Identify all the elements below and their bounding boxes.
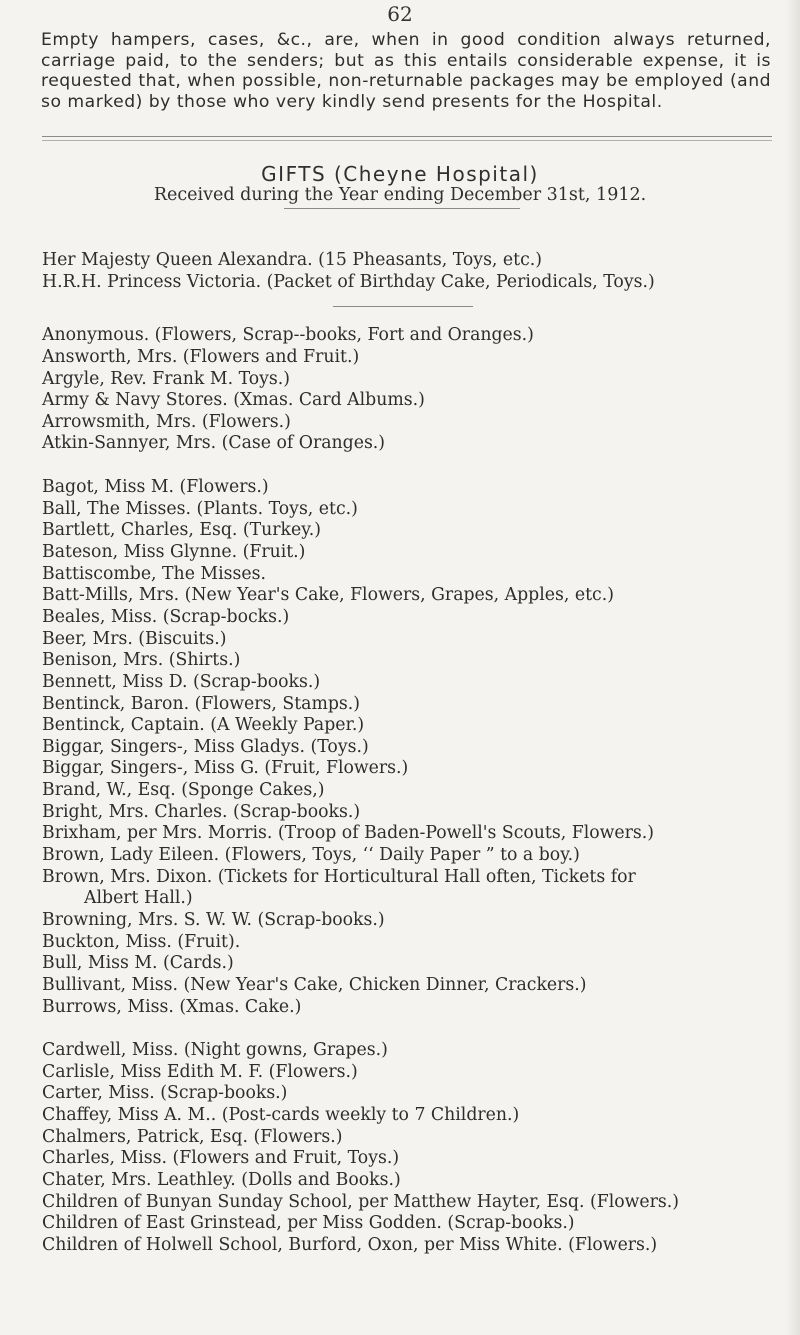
gift-entry: Bright, Mrs. Charles. (Scrap-books.) [42, 801, 361, 822]
gift-entry: Batt-Mills, Mrs. (New Year's Cake, Flowers, Grapes, Apples, etc.) [42, 585, 614, 606]
page-number: 62 [387, 2, 413, 26]
gift-entry: Bateson, Miss Glynne. (Fruit.) [42, 542, 306, 563]
gift-entry: Children of Bunyan Sunday School, per Matthew Hayter, Esq. (Flowers.) [42, 1191, 680, 1212]
gift-entry: Brown, Lady Eileen. (Flowers, Toys, ‘‘ Daily Paper ” to a boy.) [42, 845, 580, 866]
gift-entry: Charles, Miss. (Flowers and Fruit, Toys.) [42, 1148, 400, 1169]
gift-entry: Bartlett, Charles, Esq. (Turkey.) [42, 520, 321, 541]
gift-entry: Cardwell, Miss. (Night gowns, Grapes.) [42, 1040, 388, 1061]
gift-entry: Beales, Miss. (Scrap-bocks.) [42, 606, 290, 627]
gift-entry: Brown, Mrs. Dixon. (Tickets for Horticultural Hall often, Tickets for [42, 866, 636, 887]
gift-entry: Arrowsmith, Mrs. (Flowers.) [42, 411, 291, 432]
gift-entry: Her Majesty Queen Alexandra. (15 Pheasants, Toys, etc.) [42, 250, 543, 270]
gift-entry: Army & Navy Stores. (Xmas. Card Albums.) [42, 390, 425, 411]
gift-entry: Brand, W., Esq. (Sponge Cakes,) [42, 780, 325, 801]
gift-entry: Biggar, Singers-, Miss Gladys. (Toys.) [42, 736, 369, 757]
divider-rule [42, 140, 772, 141]
intro-paragraph: Empty hampers, cases, &c., are, when in good condition always returned, carriage paid, to the senders; but as this entails considerable expense, it is requested that, when possible, non-returnable packages may be employed (and so marked) by those who very kindly send presents for the Hospital. [41, 30, 771, 112]
gift-entry: Children of Holwell School, Burford, Oxon, per Miss White. (Flowers.) [42, 1234, 658, 1255]
gift-entry: H.R.H. Princess Victoria. (Packet of Birthday Cake, Periodicals, Toys.) [42, 271, 655, 292]
gift-entry: Ball, The Misses. (Plants. Toys, etc.) [42, 498, 358, 519]
gift-list [42, 250, 782, 1257]
gift-entry: Carlisle, Miss Edith M. F. (Flowers.) [42, 1061, 358, 1082]
gift-entry: Argyle, Rev. Frank M. Toys.) [42, 368, 291, 389]
gift-entry: Answorth, Mrs. (Flowers and Fruit.) [42, 346, 360, 367]
gift-entry: Bullivant, Miss. (New Year's Cake, Chicken Dinner, Crackers.) [42, 974, 587, 995]
gift-entry: Bull, Miss M. (Cards.) [42, 953, 234, 974]
gift-entry: Children of East Grinstead, per Miss Godden. (Scrap-books.) [42, 1213, 575, 1234]
gift-entry: Chaffey, Miss A. M.. (Post-cards weekly to 7 Children.) [42, 1105, 520, 1126]
short-divider-rule [284, 208, 520, 209]
gift-entry: Bagot, Miss M. (Flowers.) [42, 477, 269, 498]
gift-entry: Bennett, Miss D. (Scrap-books.) [42, 671, 321, 692]
section-subheading: Received during the Year ending December 31st, 1912. [153, 185, 647, 205]
gift-entry: Beer, Mrs. (Biscuits.) [42, 628, 227, 649]
section-heading: GIFTS (Cheyne Hospital) [261, 162, 539, 186]
divider-rule [42, 136, 772, 137]
gift-entry-continuation: Albert Hall.) [84, 888, 193, 909]
gift-entry: Bentinck, Baron. (Flowers, Stamps.) [42, 693, 361, 714]
gift-entry: Burrows, Miss. (Xmas. Cake.) [42, 996, 302, 1017]
page-edge-shadow [786, 0, 800, 1335]
gift-entry: Benison, Mrs. (Shirts.) [42, 650, 241, 671]
gift-entry: Browning, Mrs. S. W. W. (Scrap-books.) [42, 909, 385, 930]
gift-entry: Buckton, Miss. (Fruit). [42, 931, 241, 952]
gift-entry: Battiscombe, The Misses. [42, 563, 266, 584]
gift-entry: Biggar, Singers-, Miss G. (Fruit, Flowers.) [42, 758, 409, 779]
gift-entry: Atkin-Sannyer, Mrs. (Case of Oranges.) [42, 433, 386, 454]
gift-entry: Bentinck, Captain. (A Weekly Paper.) [42, 715, 365, 736]
gift-entry: Chater, Mrs. Leathley. (Dolls and Books.) [42, 1169, 401, 1190]
gift-entry: Chalmers, Patrick, Esq. (Flowers.) [42, 1126, 343, 1147]
gift-entry: Brixham, per Mrs. Morris. (Troop of Baden-Powell's Scouts, Flowers.) [42, 823, 655, 844]
gift-entry: Carter, Miss. (Scrap-books.) [42, 1083, 288, 1104]
gift-entry: Anonymous. (Flowers, Scrap--books, Fort and Oranges.) [42, 325, 534, 346]
